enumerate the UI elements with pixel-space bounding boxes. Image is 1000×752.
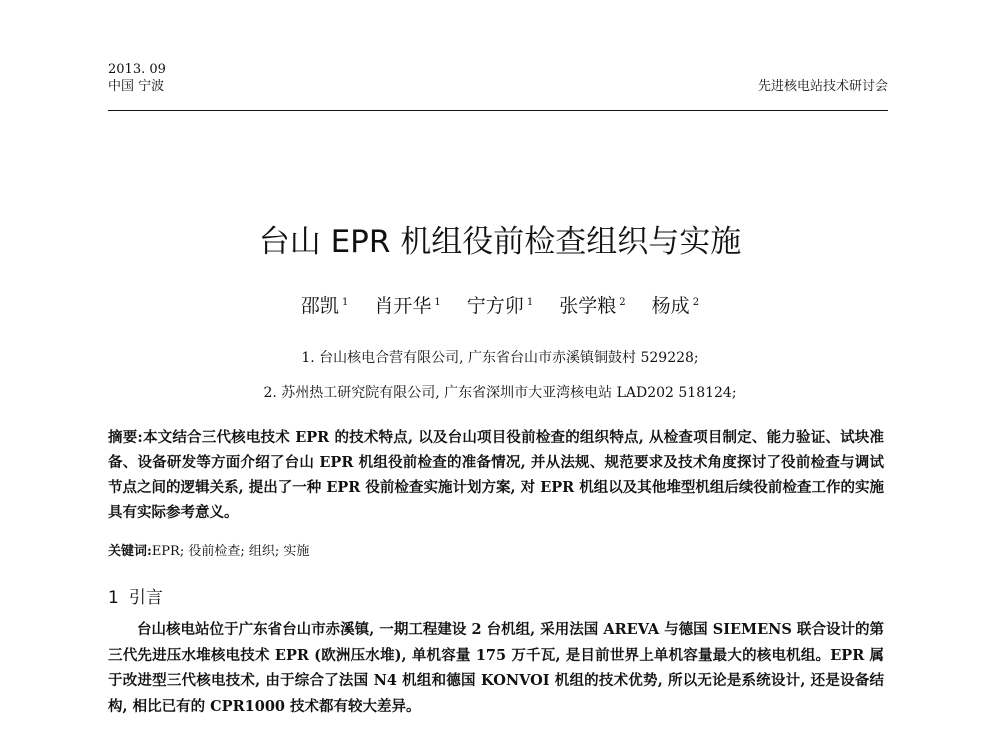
section-number: 1 [108, 588, 119, 608]
author [467, 295, 533, 317]
author-name: 肖开华 [374, 295, 432, 318]
keywords-label: 关键词: [108, 544, 152, 559]
header-location: 中国 宁波 [108, 79, 165, 94]
author-name: 邵凯 [300, 295, 339, 318]
author-affiliation-mark: 2 [692, 297, 700, 308]
affiliation-2: 2. 苏州热工研究院有限公司, 广东省深圳市大亚湾核电站 LAD202 518124; [263, 385, 737, 401]
author [559, 295, 625, 317]
section-heading [108, 587, 163, 609]
author-affiliation-mark: 1 [526, 297, 534, 308]
keywords [108, 543, 309, 561]
header-row [108, 78, 888, 96]
header-conference: 先进核电站技术研讨会 [757, 79, 888, 94]
author-affiliation-mark: 1 [434, 297, 441, 308]
section-paragraph: 台山核电站位于广东省台山市赤溪镇, 一期工程建设 2 台机组, 采用法国 AREVA 与德国 SIEMENS 联合设计的第三代先进压水堆核电技术 EPR (欧洲压水堆), 单机容量 175 万千瓦, 是目前世界上单机容量最大的核电机组。EPR 属于改进型三代核电技术, 由于综合了法国 N4 机组和德国 KONVOI 机组的技术优势, 所以无论是系统设计, 还是设备结构, 相比已有的 CPR1000 技术都有较大差异。 [108, 621, 884, 715]
author [301, 295, 348, 317]
paper-title: 台山 EPR 机组役前检查组织与实施 [258, 224, 742, 260]
abstract [108, 425, 884, 525]
section-title: 引言 [128, 588, 163, 608]
author-affiliation-mark: 1 [341, 297, 349, 308]
header-date: 2013. 09 [108, 62, 166, 77]
abstract-label: 摘要: [108, 429, 143, 446]
header-rule [108, 110, 888, 111]
author-name: 宁方卯 [466, 295, 524, 318]
author [374, 295, 440, 317]
abstract-text: 本文结合三代核电技术 EPR 的技术特点, 以及台山项目役前检查的组织特点, 从检查项目制定、能力验证、试块准备、设备研发等方面介绍了台山 EPR 机组役前检查的准备情况, 并从法规、规范要求及技术角度探讨了役前检查与调试节点之间的逻辑关系, 提出了一种 EPR 役前检查实施计划方案, 对 EPR 机组以及其他堆型机组后续役前检查工作的实施具有实际参考意义。 [108, 429, 885, 521]
keywords-text: EPR; 役前检查; 组织; 实施 [151, 544, 310, 559]
page-header [108, 62, 888, 96]
affiliation-1: 1. 台山核电合营有限公司, 广东省台山市赤溪镇铜鼓村 529228; [301, 350, 699, 366]
author-name: 张学粮 [559, 295, 617, 318]
author-name: 杨成 [651, 295, 690, 318]
author [652, 295, 699, 317]
author-affiliation-mark: 2 [619, 297, 626, 308]
author-list [0, 290, 1000, 319]
